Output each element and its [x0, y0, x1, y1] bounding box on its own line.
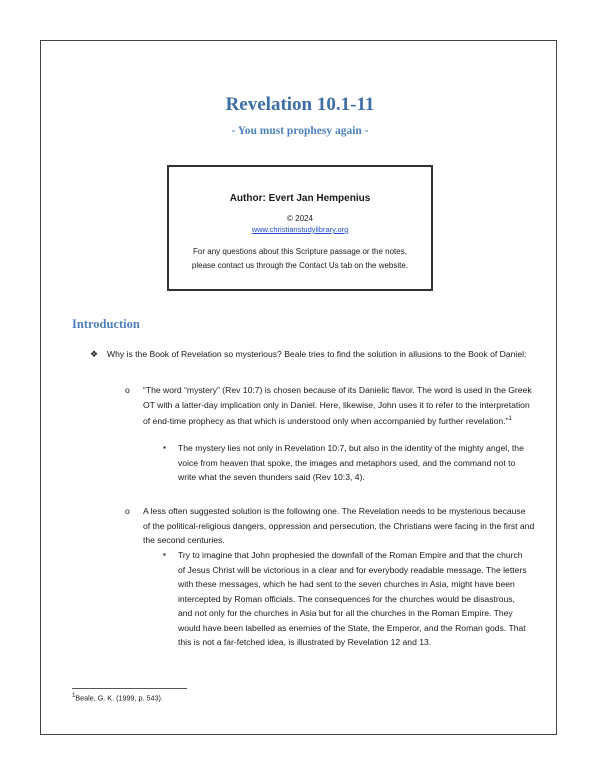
contact-line-1: For any questions about this Scripture passage or the notes,: [193, 247, 407, 256]
paragraph-question: Why is the Book of Revelation so mysterious? Beale tries to find the solution in allusions to the Book of Daniel:: [107, 349, 527, 359]
footnote: [72, 693, 163, 702]
copyright-notice: © 2024: [287, 214, 313, 223]
diamond-bullet-icon: ❖: [90, 349, 99, 359]
square-bullet-icon: ▪: [163, 550, 166, 559]
footnote-divider: [72, 688, 187, 689]
document-subtitle: - You must prophesy again -: [231, 125, 369, 137]
author-box: [167, 165, 433, 291]
paragraph-quote: [143, 383, 535, 428]
paragraph-mystery: The mystery lies not only in Revelation 10:7, but also in the identity of the mighty angel, the voice from heaven that spoke, the images and metaphors used, and the command not to write what the seven thunders said (Rev 10:3, 4).: [178, 443, 524, 482]
footnote-number: 1: [72, 693, 76, 699]
contact-line-2: please contact us through the Contact Us tab on the website.: [191, 261, 409, 270]
paragraph-imagine: Try to imagine that John prophesied the downfall of the Roman Empire and that the church of Jesus Christ will be victorious in a clear and for everybody readable message. The letters with these messages, which he had sent to the seven churches in Asia, might have been intercepted by Roman officials. The consequences for the churches would be disastrous, and not only for the churches in Asia but for all the churches in the Roman Empire. They would have been labelled as enemies of the State, the Emperor, and the Roman gods. That this is not a far-fetched idea, is illustrated by Revelation 12 and 13.: [178, 550, 527, 647]
square-bullet-icon: ▪: [163, 443, 166, 452]
quote-text: “The word “mystery” (Rev 10:7) is chosen because of its Danielic flavor. The word is used in the Greek OT with a latter-day implication only in Daniel. Here, likewise, John uses it to refer to the interpretation of end-time prophecy as that which is understood only when accompanied by further revelation.”: [143, 385, 532, 426]
author-name: Author: Evert Jan Hempenius: [229, 193, 371, 204]
circle-bullet-icon: o: [125, 385, 130, 395]
circle-bullet-icon: o: [125, 506, 130, 516]
paragraph-alternative: A less often suggested solution is the following one. The Revelation needs to be mysterious because of the political-religious dangers, oppression and persecution, the Christians were facing in the first and the second centuries.: [143, 506, 535, 545]
footnote-reference[interactable]: 1: [508, 416, 512, 422]
section-heading: Introduction: [72, 317, 140, 331]
website-link[interactable]: www.christianstudylibrary.org: [251, 225, 349, 234]
footnote-text: Beale, G. K. (1999, p. 543).: [75, 693, 163, 703]
document-title: Revelation 10.1-11: [225, 94, 375, 115]
